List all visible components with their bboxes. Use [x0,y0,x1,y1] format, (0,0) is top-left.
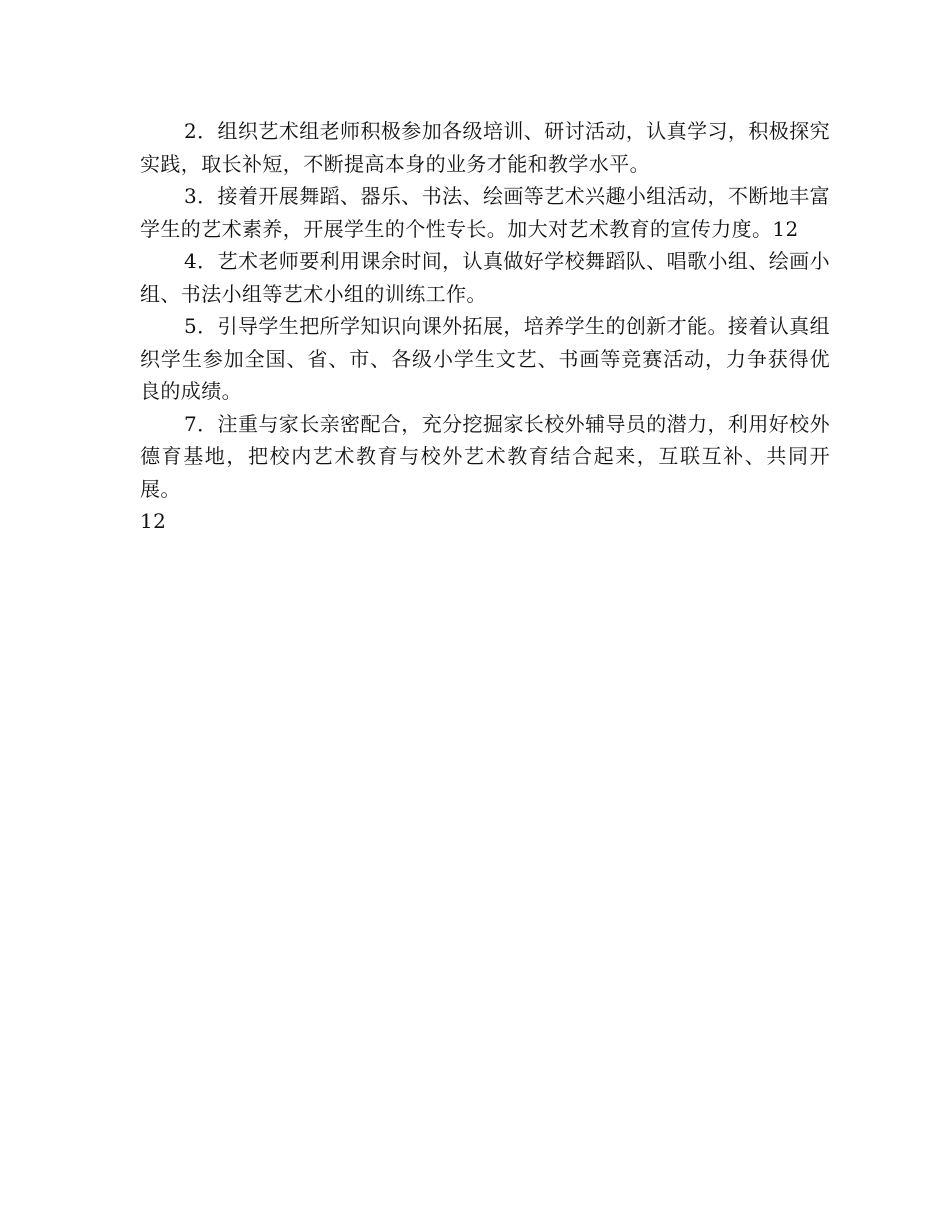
paragraph-item-2: 2．组织艺术组老师积极参加各级培训、研讨活动，认真学习，积极探究实践，取长补短，不断提高本身的业务才能和教学水平。 [140,119,830,176]
paragraph-item-4: 4．艺术老师要利用课余时间，认真做好学校舞蹈队、唱歌小组、绘画小组、书法小组等艺术小组的训练工作。 [140,249,830,306]
paragraph-item-5: 5．引导学生把所学知识向课外拓展，培养学生的创新才能。接着认真组织学生参加全国、省、市、各级小学生文艺、书画等竞赛活动，力争获得优良的成绩。 [140,314,830,403]
paragraph-item-7: 7．注重与家长亲密配合，充分挖掘家长校外辅导员的潜力，利用好校外德育基地，把校内艺术教育与校外艺术教育结合起来，互联互补、共同开展。 [140,411,830,501]
trailing-number: 12 [140,509,167,533]
document-body [140,115,830,538]
paragraph-item-3: 3．接着开展舞蹈、器乐、书法、绘画等艺术兴趣小组活动，不断地丰富学生的艺术素养，开展学生的个性专长。加大对艺术教育的宣传力度。12 [140,184,830,241]
